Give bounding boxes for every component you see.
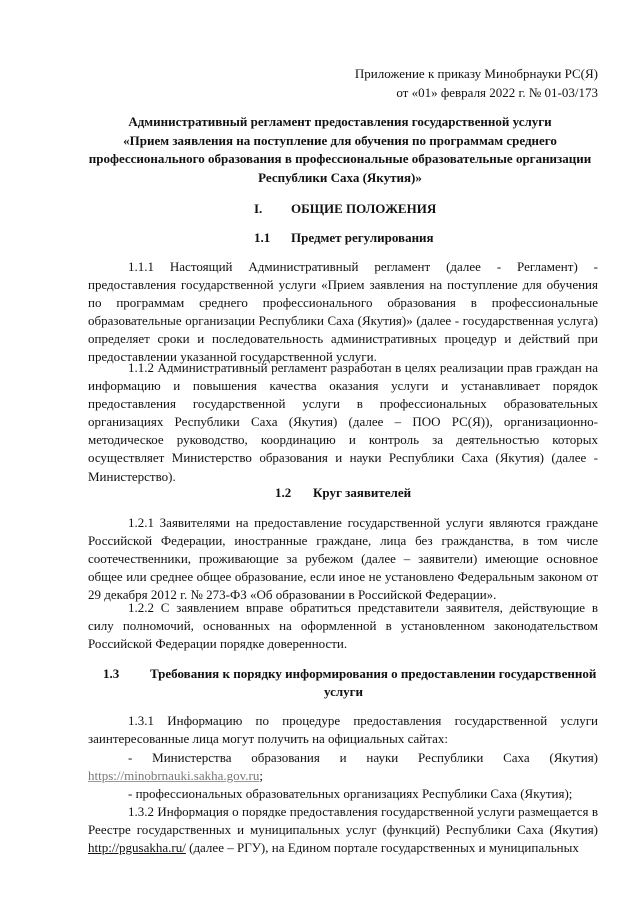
- title-line: профессионального образования в профессиональные образовательные организации: [88, 151, 592, 166]
- title-line: «Прием заявления на поступление для обучения по программам среднего: [123, 132, 557, 148]
- paragraph: 1.1.2 Административный регламент разработан в целях реализации прав граждан на информацию и повышения качества оказания услуги и устанавливает порядок предоставления государственной услуги в профессиональных образовательных организациях Республики Саха (Якутия) (далее – ПОО РС(Я)), организационно-методическое руководство, координацию и контроль за деятельностью которых осуществляет Министерство образования и науки Республики Саха (Якутия) (далее - Министерство).: [88, 360, 598, 484]
- approval-line: Приложение к приказу Минобрнауки РС(Я): [354, 66, 598, 81]
- paragraph: [88, 803, 598, 857]
- paragraph: 1.2.1 Заявителями на предоставление государственной услуги являются граждане Российской Федерации, иностранные граждане, лица без гражданства, в том числе соотечественники, проживающие за рубежом (далее – заявители) имеющие основное общее или среднее общее образование, если иное не установлено Федеральным законом от 29 декабря 2012 г. № 273-ФЗ «Об образовании в Российской Федерации».: [88, 515, 598, 603]
- title-line: Республики Саха (Якутия)»: [258, 169, 422, 185]
- ministry-link[interactable]: https://minobrnauki.sakha.gov.ru: [88, 768, 260, 784]
- title-line: Административный регламент предоставления государственной услуги: [128, 114, 552, 129]
- approval-line: от «01» февраля 2022 г. № 01-03/173: [396, 85, 598, 100]
- rgu-link[interactable]: http://pgusakha.ru/: [88, 840, 186, 856]
- subsection-title: Круг заявителей: [313, 485, 412, 500]
- subsection-title: Требования к порядку информирования о предоставлении государственной: [150, 666, 597, 681]
- subsection-number: 1.1: [254, 230, 271, 245]
- section-title: ОБЩИЕ ПОЛОЖЕНИЯ: [291, 201, 437, 216]
- subsection-title-cont: услуги: [323, 684, 364, 699]
- paragraph-text: (далее – РГУ), на Едином портале государственных и муниципальных: [189, 840, 579, 856]
- paragraph: 1.2.2 С заявлением вправе обратиться представители заявителя, действующие в силу полномочий, основанных на оформленной в установленном законодательством Российской Федерации порядке доверенности.: [88, 600, 598, 652]
- approval-header: [355, 64, 598, 102]
- document-title: [80, 113, 600, 187]
- paragraph: 1.1.1 Настоящий Административный регламент (далее - Регламент) - предоставления государственной услуги «Прием заявления на поступление для обучения по программам среднего профессионального образования в профессиональные образовательные организации Республики Саха (Якутия)» (далее - государственная услуга) определяет сроки и последовательность административных процедур и действий при предоставлении указанной государственной услуги.: [88, 259, 598, 365]
- list-item: - профессиональных образовательных организациях Республики Саха (Якутия);: [128, 786, 573, 801]
- subsection-number: 1.2: [275, 485, 292, 500]
- section-number: I.: [254, 201, 263, 216]
- list-item: [88, 749, 598, 785]
- subsection-title: Предмет регулирования: [291, 230, 434, 245]
- subsection-number: 1.3: [103, 666, 120, 681]
- paragraph: 1.3.1 Информацию по процедуре предоставления государственной услуги заинтересованные лица могут получить на официальных сайтах:: [88, 713, 598, 747]
- list-item-suffix: ;: [259, 768, 264, 784]
- paragraph-text: 1.3.2 Информация о порядке предоставления государственной услуги размещается в Реестре государственных и муниципальных услуг (функций) Республики Саха (Якутия): [88, 804, 598, 838]
- list-item-text: - Министерства образования и науки Республики Саха (Якутия): [128, 750, 598, 765]
